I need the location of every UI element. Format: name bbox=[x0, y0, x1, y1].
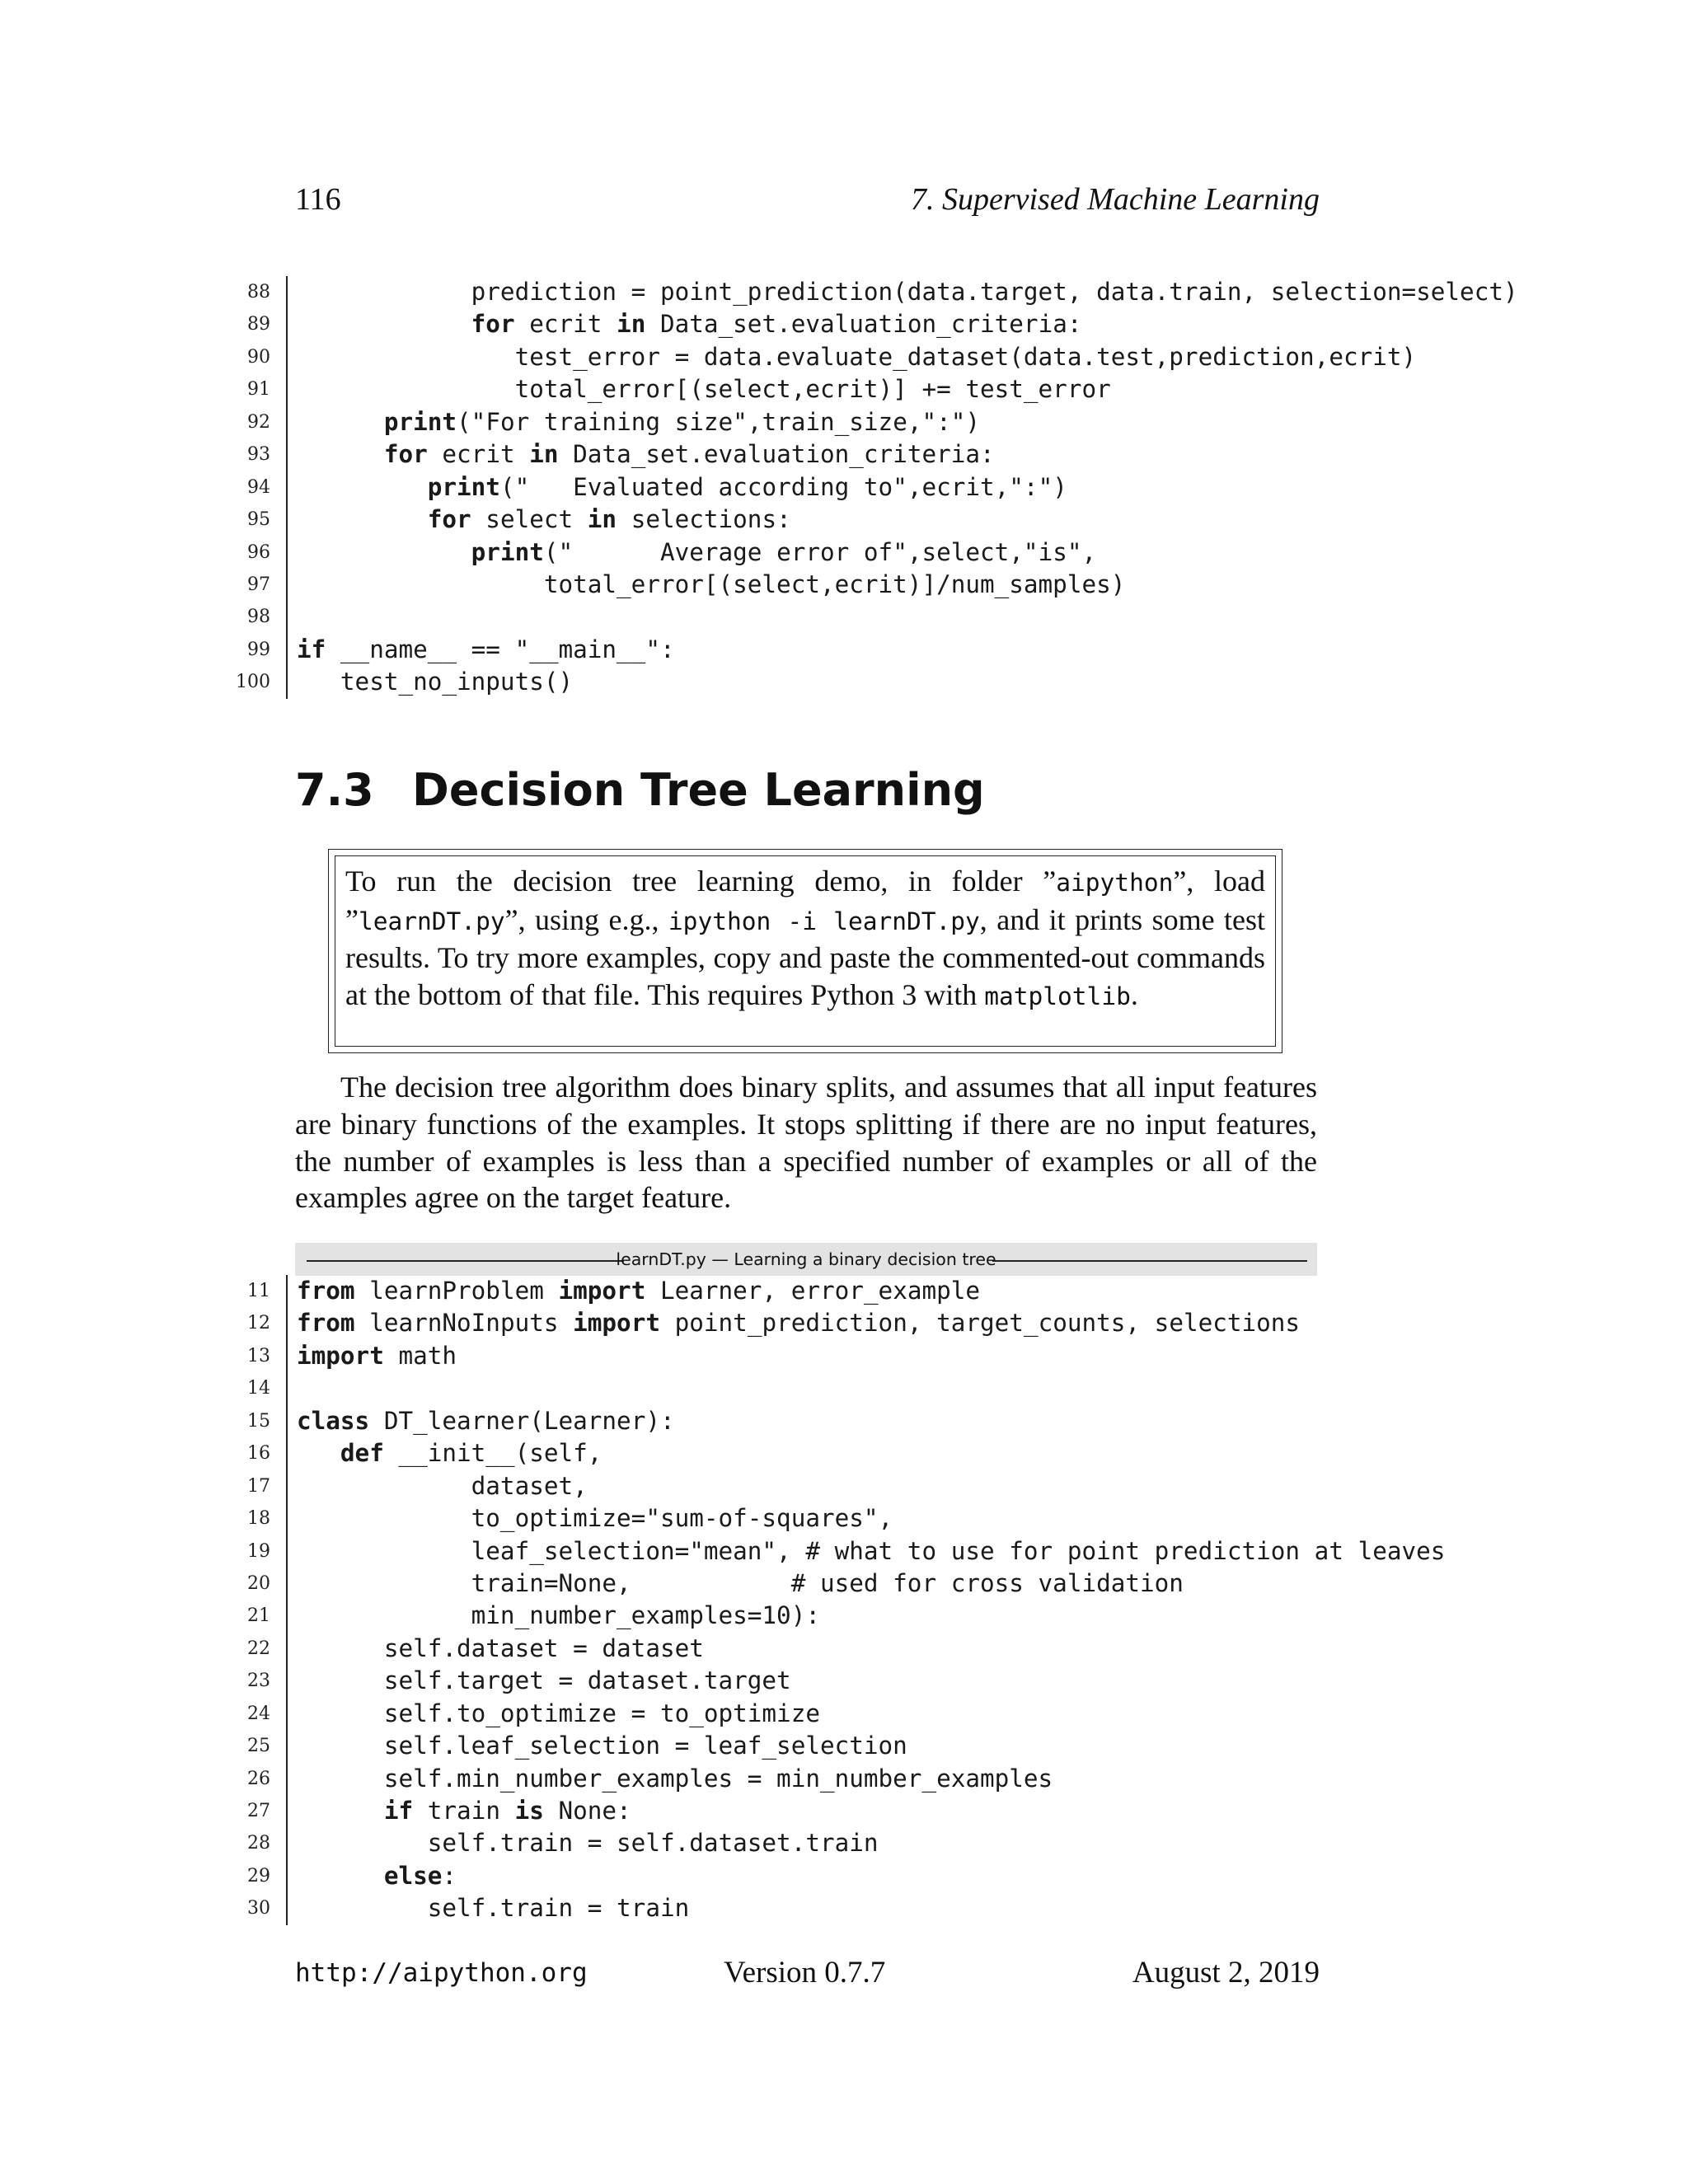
code-token: ecrit bbox=[427, 440, 530, 469]
code-token: prediction = point_prediction(data.target, data.train, selection=select) bbox=[297, 278, 1518, 306]
code-gutter-rule bbox=[286, 276, 288, 699]
code-text bbox=[297, 666, 573, 698]
section-heading bbox=[295, 762, 985, 819]
code-line bbox=[0, 504, 1688, 536]
line-number: 21 bbox=[247, 1605, 270, 1627]
footer-version: Version 0.7.7 bbox=[724, 1956, 886, 1990]
code-line bbox=[0, 634, 1688, 666]
line-number: 18 bbox=[247, 1508, 270, 1530]
code-keyword: is bbox=[514, 1797, 544, 1825]
footer-url-link[interactable]: http://aipython.org bbox=[295, 1958, 588, 1988]
code-line bbox=[0, 308, 1688, 340]
code-line bbox=[0, 1600, 1688, 1632]
code-text bbox=[297, 308, 1082, 340]
code-line bbox=[0, 1698, 1688, 1730]
code-token bbox=[297, 1797, 384, 1825]
code-token: self.leaf_selection = leaf_selection bbox=[297, 1732, 907, 1760]
code-token: min_number_examples=10): bbox=[297, 1601, 820, 1630]
line-number: 11 bbox=[247, 1281, 270, 1301]
code-line bbox=[0, 1795, 1688, 1827]
line-number: 88 bbox=[247, 282, 270, 302]
code-text bbox=[297, 1568, 1184, 1600]
code-text bbox=[297, 504, 791, 536]
code-text bbox=[297, 341, 1416, 373]
code-line bbox=[0, 1568, 1688, 1600]
code-text bbox=[297, 1502, 893, 1535]
code-line bbox=[0, 569, 1688, 601]
code-keyword: class bbox=[297, 1406, 370, 1435]
code-text bbox=[297, 569, 1125, 601]
line-number: 22 bbox=[247, 1638, 270, 1659]
code-line bbox=[0, 1502, 1688, 1535]
running-header-chapter-title: 7. Supervised Machine Learning bbox=[910, 182, 1320, 217]
code-keyword: if bbox=[297, 635, 326, 663]
line-number: 96 bbox=[247, 541, 270, 563]
code-text bbox=[297, 1795, 631, 1827]
line-number: 90 bbox=[247, 346, 270, 368]
code-token: train=None, # used for cross validation bbox=[297, 1568, 1184, 1597]
code-keyword: else bbox=[383, 1861, 443, 1890]
code-line bbox=[0, 601, 1688, 633]
code-line bbox=[0, 1437, 1688, 1469]
code-token: self.min_number_examples = min_number_examples bbox=[297, 1764, 1053, 1793]
code-keyword: for bbox=[427, 505, 471, 534]
code-token bbox=[297, 440, 384, 468]
code-token: DT_learner(Learner): bbox=[369, 1406, 675, 1435]
note-text: . bbox=[1130, 977, 1138, 1011]
code-keyword: import bbox=[558, 1277, 646, 1305]
code-line bbox=[0, 1827, 1688, 1859]
code-line bbox=[0, 276, 1688, 308]
code-line bbox=[0, 1372, 1688, 1404]
line-number: 20 bbox=[247, 1572, 270, 1594]
note-box-text bbox=[335, 855, 1276, 1047]
code-token: test_no_inputs() bbox=[297, 668, 574, 696]
code-token: Learner, error_example bbox=[645, 1277, 981, 1305]
line-number: 30 bbox=[247, 1898, 270, 1919]
code-line bbox=[0, 438, 1688, 471]
code-token: selections: bbox=[617, 505, 791, 534]
code-text bbox=[297, 1600, 820, 1632]
code-token: math bbox=[383, 1341, 457, 1370]
footer-date: August 2, 2019 bbox=[1132, 1956, 1320, 1990]
line-number: 15 bbox=[247, 1410, 270, 1432]
code-text bbox=[297, 537, 1096, 569]
code-line bbox=[0, 1665, 1688, 1697]
code-token: test_error = data.evaluate_dataset(data.test,prediction,ecrit) bbox=[297, 342, 1417, 371]
code-keyword: print bbox=[471, 537, 544, 566]
code-text bbox=[297, 438, 995, 471]
line-number: 24 bbox=[247, 1703, 270, 1724]
code-token: total_error[(select,ecrit)] += test_error bbox=[297, 375, 1111, 404]
line-number: 94 bbox=[247, 476, 270, 498]
code-line bbox=[0, 1275, 1688, 1307]
line-number: 99 bbox=[247, 639, 270, 660]
section-title: Decision Tree Learning bbox=[412, 764, 985, 816]
code-line bbox=[0, 1405, 1688, 1437]
code-line bbox=[0, 406, 1688, 438]
code-line bbox=[0, 471, 1688, 504]
line-number: 17 bbox=[247, 1475, 270, 1497]
line-number: 14 bbox=[247, 1378, 270, 1399]
line-number: 26 bbox=[247, 1768, 270, 1789]
code-token: to_optimize="sum-of-squares", bbox=[297, 1504, 893, 1533]
code-token: point_prediction, target_counts, selections bbox=[659, 1309, 1301, 1338]
line-number: 91 bbox=[247, 379, 270, 401]
code-text bbox=[297, 1892, 689, 1924]
code-text bbox=[297, 634, 675, 666]
code-keyword: in bbox=[617, 310, 646, 339]
line-number: 23 bbox=[247, 1671, 270, 1692]
code-keyword: print bbox=[427, 472, 500, 501]
code-keyword: from bbox=[297, 1277, 355, 1305]
note-box bbox=[328, 849, 1282, 1053]
code-caption: learnDT.py — Learning a binary decision tree bbox=[616, 1249, 996, 1269]
code-token: __init__(self, bbox=[383, 1439, 603, 1468]
code-token: None: bbox=[543, 1797, 631, 1825]
code-text bbox=[297, 406, 980, 438]
code-token: train bbox=[413, 1797, 515, 1825]
code-keyword: in bbox=[587, 505, 617, 534]
code-text bbox=[297, 1730, 907, 1762]
line-number: 100 bbox=[236, 672, 270, 693]
code-token bbox=[297, 505, 428, 533]
code-keyword: for bbox=[383, 440, 428, 469]
code-keyword: if bbox=[383, 1797, 414, 1825]
line-number: 27 bbox=[247, 1801, 270, 1821]
code-gutter-rule bbox=[286, 1275, 288, 1925]
code-text bbox=[297, 1470, 588, 1502]
code-token: leaf_selection="mean", # what to use for point prediction at leaves bbox=[297, 1536, 1446, 1565]
line-number: 97 bbox=[247, 574, 270, 595]
line-number: 12 bbox=[247, 1313, 270, 1334]
code-token: : bbox=[442, 1861, 457, 1890]
code-token bbox=[297, 473, 428, 501]
line-number: 98 bbox=[247, 607, 270, 628]
code-text bbox=[297, 1275, 980, 1307]
code-keyword: def bbox=[340, 1439, 384, 1468]
code-text bbox=[297, 1827, 879, 1859]
code-line bbox=[0, 1470, 1688, 1502]
line-number: 13 bbox=[247, 1345, 270, 1366]
code-token: ("For training size",train_size,":") bbox=[457, 407, 981, 436]
code-line bbox=[0, 373, 1688, 405]
code-text bbox=[297, 1535, 1445, 1568]
code-line bbox=[0, 1860, 1688, 1892]
code-token: self.train = self.dataset.train bbox=[297, 1829, 879, 1858]
code-token: Data_set.evaluation_criteria: bbox=[558, 440, 995, 469]
code-line bbox=[0, 1535, 1688, 1568]
line-number: 19 bbox=[247, 1540, 270, 1562]
code-line bbox=[0, 1340, 1688, 1372]
code-keyword: in bbox=[529, 440, 559, 469]
code-token: ecrit bbox=[514, 310, 617, 339]
code-keyword: from bbox=[297, 1309, 355, 1338]
code-text bbox=[297, 373, 1111, 405]
code-token bbox=[297, 408, 384, 436]
note-text: To run the decision tree learning demo, in folder ” bbox=[345, 865, 1057, 898]
code-token bbox=[297, 1439, 340, 1467]
code-token: (" Evaluated according to",ecrit,":") bbox=[499, 472, 1067, 501]
code-token: (" Average error of",select,"is", bbox=[543, 537, 1097, 566]
line-number: 28 bbox=[247, 1833, 270, 1854]
code-text bbox=[297, 276, 1518, 308]
body-paragraph: The decision tree algorithm does binary splits, and assumes that all input features are binary functions of the examples. It stops splitting if there are no input features, the number of examples is less than a specified number of examples or all of the examples agree on the target feature. bbox=[295, 1071, 1317, 1215]
code-text bbox=[297, 1633, 704, 1665]
line-number: 93 bbox=[247, 444, 270, 466]
line-number: 95 bbox=[247, 509, 270, 531]
code-listing-top bbox=[0, 276, 1688, 699]
line-number: 29 bbox=[247, 1865, 270, 1886]
line-number: 92 bbox=[247, 411, 270, 433]
page-number: 116 bbox=[295, 182, 341, 217]
code-token bbox=[297, 1862, 384, 1890]
line-number: 16 bbox=[247, 1443, 270, 1465]
inline-code: aipython bbox=[1056, 869, 1174, 897]
code-line bbox=[0, 537, 1688, 569]
code-text bbox=[297, 471, 1067, 504]
code-token: self.to_optimize = to_optimize bbox=[297, 1699, 820, 1727]
inline-code: ipython -i learnDT.py bbox=[668, 907, 980, 935]
code-token bbox=[297, 310, 471, 338]
code-line bbox=[0, 1730, 1688, 1762]
code-token: __name__ == "__main__": bbox=[326, 635, 675, 663]
code-keyword: print bbox=[383, 407, 457, 436]
code-text bbox=[297, 1860, 457, 1892]
code-keyword: import bbox=[573, 1309, 660, 1338]
code-keyword: for bbox=[471, 310, 515, 339]
code-listing-bottom bbox=[0, 1275, 1688, 1925]
code-token: total_error[(select,ecrit)]/num_samples) bbox=[297, 569, 1126, 598]
code-line bbox=[0, 1892, 1688, 1924]
code-token: learnProblem bbox=[354, 1277, 559, 1305]
code-line bbox=[0, 666, 1688, 698]
code-token: learnNoInputs bbox=[354, 1309, 574, 1338]
line-number: 25 bbox=[247, 1736, 270, 1757]
code-text bbox=[297, 1665, 791, 1697]
code-text bbox=[297, 1340, 457, 1372]
code-line bbox=[0, 1307, 1688, 1339]
code-token: self.target = dataset.target bbox=[297, 1666, 791, 1695]
code-token: self.dataset = dataset bbox=[297, 1633, 704, 1662]
code-text bbox=[297, 1763, 1053, 1795]
section-number: 7.3 bbox=[295, 764, 374, 816]
code-line bbox=[0, 1633, 1688, 1665]
code-line bbox=[0, 1763, 1688, 1795]
inline-code: learnDT.py bbox=[358, 907, 505, 935]
code-caption-bar bbox=[295, 1243, 1317, 1276]
code-token: self.train = train bbox=[297, 1894, 690, 1923]
code-token bbox=[297, 538, 471, 566]
code-text bbox=[297, 1437, 602, 1469]
code-text bbox=[297, 1405, 675, 1437]
inline-code: matplotlib bbox=[984, 982, 1131, 1010]
note-text: , and it prints some test results. To try more examples, copy and paste the commented-out commands at the bottom of that file. This requires Python 3 with bbox=[345, 902, 1266, 1011]
code-token: dataset, bbox=[297, 1471, 588, 1500]
code-text bbox=[297, 1307, 1300, 1339]
code-token: Data_set.evaluation_criteria: bbox=[645, 310, 1082, 339]
code-token: select bbox=[471, 505, 588, 534]
note-text: ”, using e.g., bbox=[504, 902, 668, 936]
code-keyword: import bbox=[297, 1341, 384, 1370]
code-text bbox=[297, 1698, 820, 1730]
code-line bbox=[0, 341, 1688, 373]
note-text: ”, load ” bbox=[345, 865, 1265, 936]
line-number: 89 bbox=[247, 314, 270, 335]
